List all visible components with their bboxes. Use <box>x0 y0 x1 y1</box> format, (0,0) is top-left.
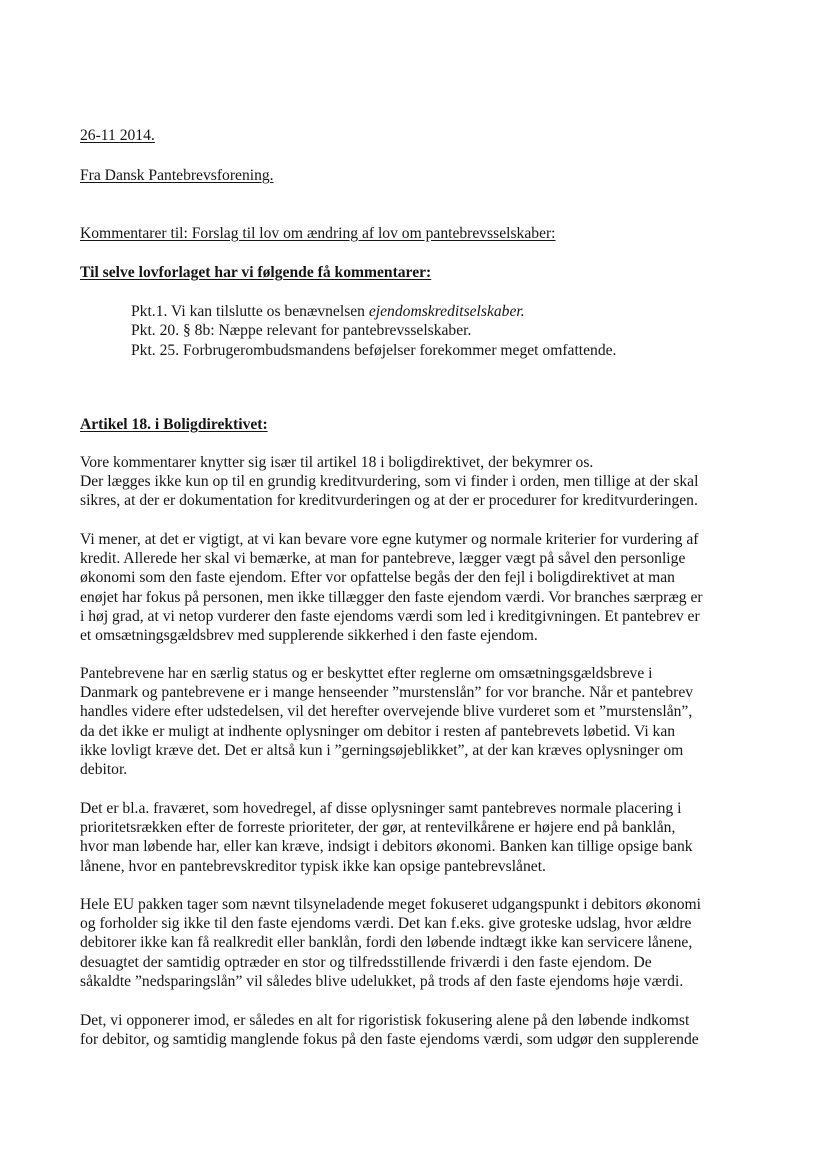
paragraph-line: økonomi som den faste ejendom. Efter vor opfattelse begås der den fejl i boligdirektivet at man <box>80 569 675 587</box>
body-paragraph <box>80 453 752 511</box>
paragraph-line: debitorer ikke kan få realkredit eller banklån, fordi den løbende indtægt ikke kan servicere lånene, <box>80 934 693 952</box>
paragraph-line: og forholder sig ikke til den faste ejendoms værdi. Det kan f.eks. give groteske udslag, hvor ældre <box>80 915 692 933</box>
paragraph-line: Der lægges ikke kun op til en grundig kreditvurdering, som vi finder i orden, men tillige at der skal <box>80 473 699 491</box>
comment-item-text: Pkt.1. Vi kan tilslutte os benævnelsen <box>131 303 369 320</box>
comment-item <box>131 341 616 360</box>
body-paragraph <box>80 799 752 876</box>
body-paragraph <box>80 895 752 991</box>
paragraph-line: Vore kommentarer knytter sig især til artikel 18 i boligdirektivet, der bekymrer os. <box>80 454 594 471</box>
comment-item-text: Pkt. 20. § 8b: Næppe relevant for pantebrevsselskaber. <box>131 322 472 339</box>
paragraph-line: Vi mener, at det er vigtigt, at vi kan bevare vore egne kutymer og normale kriterier for vurdering af <box>80 531 699 548</box>
subject-line: Kommentarer til: Forslag til lov om ændring af lov om pantebrevsselskaber: <box>80 225 556 242</box>
body-paragraph <box>80 1011 752 1049</box>
comment-item-emphasis: ejendomskreditselskaber. <box>368 303 525 320</box>
sender-line: Fra Dansk Pantebrevsforening. <box>80 167 274 184</box>
paragraph-line: desuagtet der samtidig optræder en stor og tilfredsstillende friværdi i den faste ejendom. De <box>80 953 652 971</box>
paragraph-line: hvor man løbende har, eller kan kræve, indsigt i debitors økonomi. Banken kan tillige opsige bank <box>80 838 693 856</box>
comment-item <box>131 302 525 321</box>
body-paragraph <box>80 530 752 645</box>
paragraph-line: Det er bl.a. fraværet, som hovedregel, af disse oplysninger samt pantebreves normale placering i <box>80 800 682 817</box>
comment-item-text: Pkt. 25. Forbrugerombudsmandens beføjelser forekommer meget omfattende. <box>131 342 617 359</box>
paragraph-line: da det ikke er muligt at indhente oplysninger om debitor i resten af pantebrevets løbetid. Vi kan <box>80 722 676 740</box>
paragraph-line: ikke lovligt kræve det. Det er altså kun i ”gerningsøjeblikket”, at der kan kræves oplysninger om <box>80 741 684 759</box>
section-heading-artikel-18: Artikel 18. i Boligdirektivet: <box>80 416 268 433</box>
section-heading-lovforslag: Til selve lovforlaget har vi følgende få kommentarer: <box>80 264 432 281</box>
paragraph-line: sikres, at der er dokumentation for kreditvurderingen og at der er procedurer for kreditvurderingen. <box>80 492 698 510</box>
paragraph-line: debitor. <box>80 761 128 779</box>
paragraph-line: lånene, hvor en pantebrevskreditor typisk ikke kan opsige pantebrevslånet. <box>80 857 546 875</box>
paragraph-line: for debitor, og samtidig manglende fokus på den faste ejendoms værdi, som udgør den supplerende <box>80 1031 699 1049</box>
paragraph-line: handles videre efter udstedelsen, vil det herefter overvejende blive vurderet som et ”murstenslån”, <box>80 703 693 721</box>
paragraph-line: Pantebrevene har en særlig status og er beskyttet efter reglerne om omsætningsgældsbreve i <box>80 665 653 682</box>
paragraph-line: kredit. Allerede her skal vi bemærke, at man for pantebreve, lægger vægt på såvel den personlige <box>80 550 686 568</box>
paragraph-line: i høj grad, at vi netop vurderer den faste ejendoms værdi som led i kreditgivningen. Et pantebrev er <box>80 607 700 625</box>
paragraph-line: et omsætningsgældsbrev med supplerende sikkerhed i den faste ejendom. <box>80 627 538 645</box>
paragraph-line: Hele EU pakken tager som nævnt tilsyneladende meget fokuseret udgangspunkt i debitors økonomi <box>80 896 702 913</box>
paragraph-line: enøjet har fokus på personen, men ikke tillægger den faste ejendom værdi. Vor branches særpræg er <box>80 588 703 606</box>
paragraph-line: Danmark og pantebrevene er i mange henseender ”murstenslån” for vor branche. Når et pantebrev <box>80 684 694 702</box>
body-paragraph <box>80 664 752 779</box>
comment-item <box>131 321 471 340</box>
paragraph-line: Det, vi opponerer imod, er således en alt for rigoristisk fokusering alene på den løbende indkomst <box>80 1012 690 1029</box>
paragraph-line: såkaldte ”nedsparingslån” vil således blive udelukket, på trods af den faste ejendoms høje værdi. <box>80 972 684 990</box>
document-date: 26-11 2014. <box>80 127 155 144</box>
paragraph-line: prioritetsrækken efter de forreste prioriteter, der gør, at rentevilkårene er højere end på banklån, <box>80 819 676 837</box>
